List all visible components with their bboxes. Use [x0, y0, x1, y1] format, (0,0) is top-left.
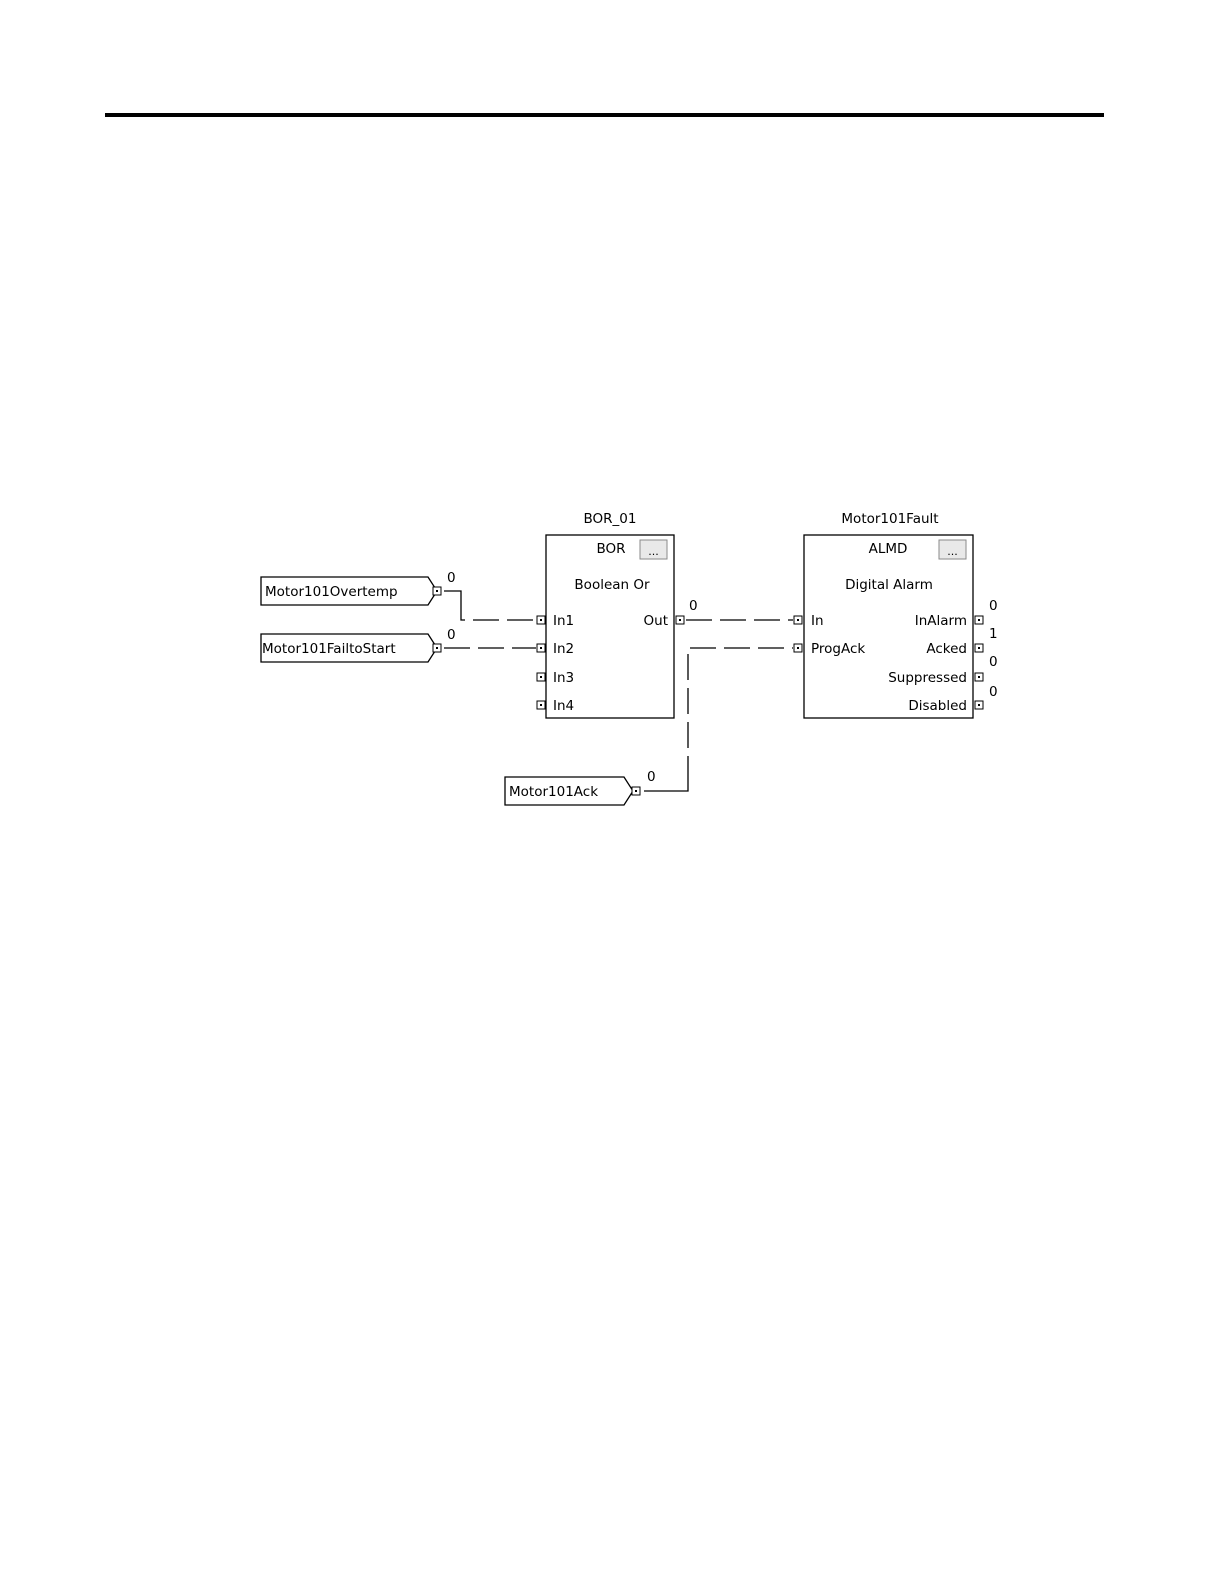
- pin-label: In: [811, 613, 824, 629]
- input-pin-dot: [436, 590, 438, 592]
- block-type: BOR: [596, 541, 626, 557]
- block-properties-button[interactable]: [640, 540, 667, 559]
- input-ref-value: 0: [447, 570, 456, 586]
- wire-overtemp-stub: [444, 591, 461, 598]
- bor-input-in2[interactable]: [537, 641, 574, 657]
- pin-label: In2: [553, 641, 575, 657]
- output-pin-dot: [978, 647, 980, 649]
- input-ref-ack[interactable]: [505, 769, 656, 805]
- block-type: ALMD: [868, 541, 908, 557]
- output-pin-dot: [978, 676, 980, 678]
- pin-label: Suppressed: [888, 670, 967, 686]
- block-properties-button[interactable]: [939, 540, 966, 559]
- bor-input-in1[interactable]: [537, 613, 574, 629]
- pin-label: In1: [553, 613, 575, 629]
- block-tag: Motor101Fault: [841, 511, 939, 527]
- input-pin-dot: [540, 619, 542, 621]
- block-tag: BOR_01: [583, 511, 637, 527]
- pin-label: Acked: [926, 641, 967, 657]
- output-value: 0: [989, 654, 998, 670]
- input-pin-dot: [540, 704, 542, 706]
- output-value: 0: [989, 684, 998, 700]
- pin-label: In4: [553, 698, 575, 714]
- bor-input-in3[interactable]: [537, 670, 574, 686]
- input-ref-value: 0: [647, 769, 656, 785]
- pin-label: In3: [553, 670, 575, 686]
- input-pin-dot: [797, 647, 799, 649]
- pin-label: Disabled: [908, 698, 967, 714]
- input-ref-overtemp[interactable]: [261, 570, 456, 605]
- pin-label: ProgAck: [811, 641, 866, 657]
- input-pin-dot: [797, 619, 799, 621]
- output-pin-dot: [978, 619, 980, 621]
- input-pin-dot: [540, 676, 542, 678]
- block-description: Digital Alarm: [845, 577, 933, 593]
- button-label: ...: [947, 545, 958, 558]
- wire-overtemp-in1: [461, 598, 536, 620]
- pin-label: InAlarm: [914, 613, 967, 629]
- wire-ack-progack: [688, 648, 793, 782]
- button-label: ...: [648, 545, 659, 558]
- output-value: 1: [989, 626, 998, 642]
- bor-input-in4[interactable]: [537, 698, 574, 714]
- input-ref-value: 0: [447, 627, 456, 643]
- almd-block[interactable]: [794, 511, 998, 718]
- output-value: 0: [689, 598, 698, 614]
- input-pin-dot: [540, 647, 542, 649]
- input-ref-name: Motor101Overtemp: [265, 584, 398, 600]
- input-pin-dot: [436, 647, 438, 649]
- input-ref-name: Motor101FailtoStart: [262, 641, 396, 657]
- block-description: Boolean Or: [574, 577, 650, 593]
- input-ref-failtostart[interactable]: [261, 627, 456, 662]
- input-pin-dot: [635, 790, 637, 792]
- bor-block[interactable]: [537, 511, 698, 718]
- input-ref-name: Motor101Ack: [509, 784, 599, 800]
- output-pin-dot: [978, 704, 980, 706]
- output-pin-dot: [679, 619, 681, 621]
- pin-label: Out: [643, 613, 668, 629]
- output-value: 0: [989, 598, 998, 614]
